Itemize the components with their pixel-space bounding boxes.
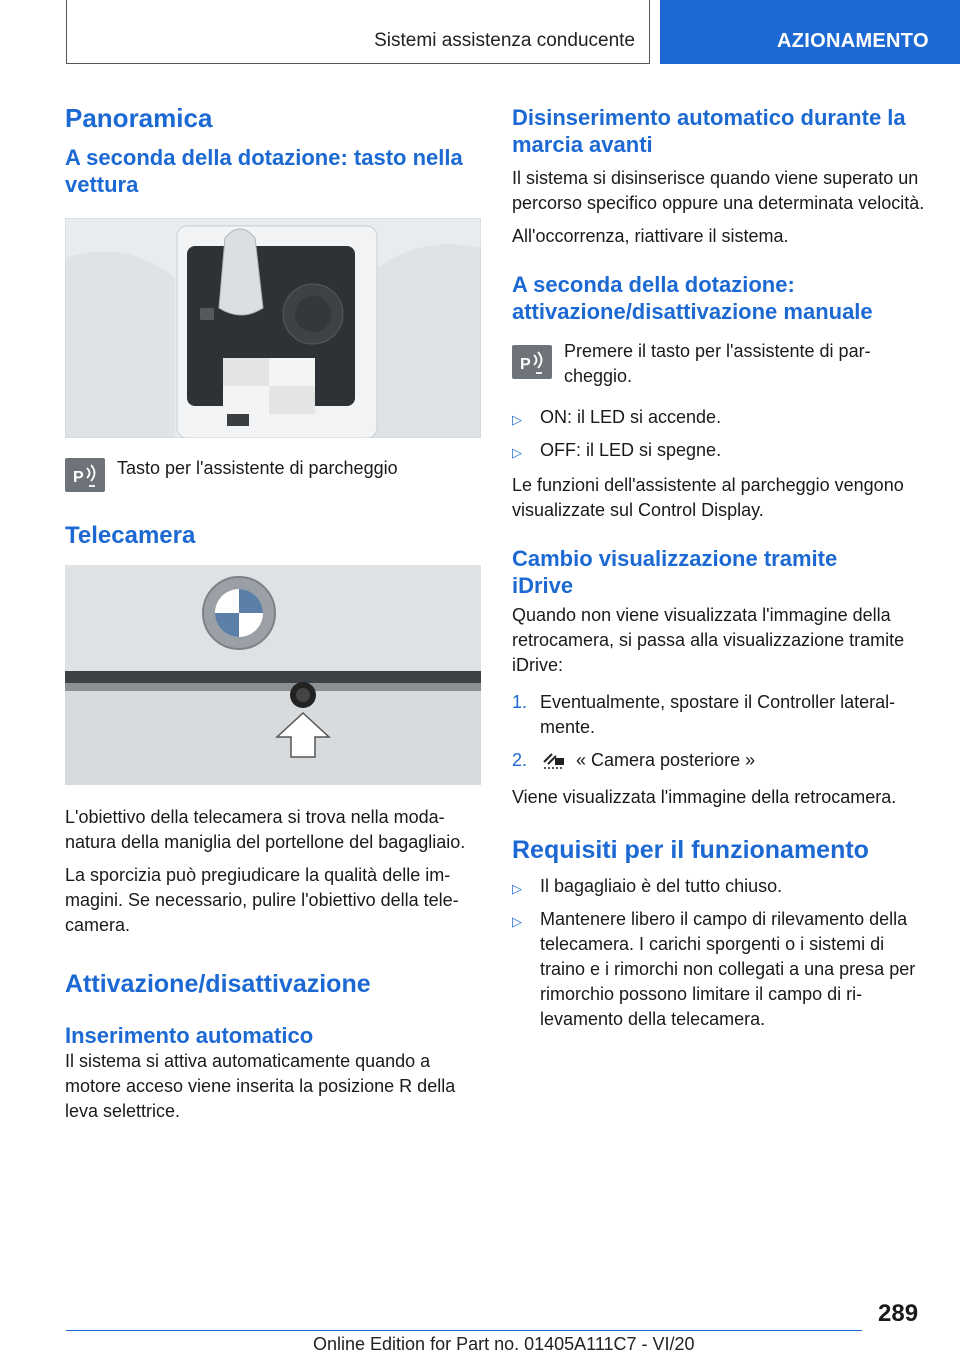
- bullet-triangle-icon: ▷: [512, 445, 522, 460]
- auto-off-paragraph-1: Il sistema si disinserisce quando viene superato un percorso specifico oppure una determinata velocità.: [512, 168, 925, 213]
- bullet-triangle-icon: ▷: [512, 881, 522, 896]
- rear-camera-icon: [540, 748, 570, 777]
- manual-instruction-row: [512, 339, 928, 389]
- step-number: 2.: [512, 750, 528, 770]
- caption-parking-button: Tasto per l'assistente di parcheggio: [117, 458, 398, 478]
- footer-divider: [66, 1330, 862, 1331]
- center-console-illustration: [65, 218, 481, 438]
- list-item: [512, 405, 928, 432]
- svg-text:P: P: [73, 469, 84, 486]
- list-item-text: Mantenere libero il campo di rilevamento della telecamera. I carichi sporgenti o i sistemi di traino e i rimorchi non collegati a una presa per rimorchio possono limitare il campo di rilevamento della telecamera.: [540, 909, 916, 1029]
- rear-camera-image: [65, 565, 481, 785]
- idrive-paragraph: Quando non viene visualizzata l'immagine della retrocamera, si passa alla visualizzazione tramite iDrive:: [512, 605, 905, 675]
- bullet-triangle-icon: ▷: [512, 412, 522, 427]
- header-chapter-tab: AZIONAMENTO: [660, 0, 960, 64]
- manual-paragraph: Premere il tasto per l'assistente di parcheggio.: [564, 341, 871, 386]
- page-number: 289: [878, 1300, 919, 1327]
- heading-manual: A seconda della dotazione: attivazione/disattivazione manuale: [512, 272, 873, 324]
- requirements-list: [512, 874, 928, 1032]
- heading-camera: Telecamera: [65, 522, 196, 549]
- idrive-paragraph-2: Viene visualizzata l'immagine della retrocamera.: [512, 787, 897, 807]
- list-item: [512, 748, 928, 777]
- page-header: [0, 0, 960, 66]
- step-text: « Camera posteriore »: [576, 750, 756, 770]
- auto-on-paragraph: Il sistema si attiva automaticamente quando a motore acceso viene inserita la posizione R della leva selettrice.: [65, 1051, 456, 1121]
- step-text: Eventualmente, spostare il Controller lateralmente.: [540, 692, 896, 737]
- header-section-box: [66, 0, 650, 64]
- heading-auto-on: Inserimento automatico: [65, 1023, 314, 1048]
- idrive-steps-list: [512, 690, 928, 777]
- heading-auto-off: Disinserimento automatico durante la marcia avanti: [512, 105, 906, 157]
- heading-requirements: Requisiti per il funzionamento: [512, 836, 869, 864]
- bullet-triangle-icon: ▷: [512, 914, 522, 929]
- manual-paragraph-2: Le funzioni dell'assistente al parcheggio vengono visualizzate sul Control Display.: [512, 475, 904, 520]
- svg-text:P: P: [520, 356, 531, 373]
- list-item-text: Il bagagliaio è del tutto chiuso.: [540, 876, 783, 896]
- header-section-title: Sistemi assistenza conducente: [374, 30, 635, 51]
- manual-bullet-list: [512, 405, 928, 465]
- center-console-image: [65, 218, 481, 438]
- camera-paragraph-1: L'obiettivo della telecamera si trova nella modanatura della maniglia del portellone del bagagliaio.: [65, 807, 466, 852]
- step-number: 1.: [512, 692, 528, 712]
- list-item: [512, 690, 928, 740]
- button-caption-row: [65, 458, 481, 492]
- footer-edition: Online Edition for Part no. 01405A111C7 - VI/20: [313, 1334, 695, 1354]
- rear-camera-illustration: [65, 565, 481, 785]
- heading-idrive: Cambio visualizzazione tramite iDrive: [512, 546, 838, 598]
- list-item: [512, 438, 928, 465]
- list-item-text: OFF: il LED si spegne.: [540, 440, 722, 460]
- auto-off-paragraph-2: All'occorrenza, riattivare il sistema.: [512, 226, 789, 246]
- parking-assistant-icon: [65, 458, 105, 492]
- list-item: [512, 874, 928, 901]
- right-column: [512, 100, 928, 1032]
- parking-assistant-icon: [512, 345, 552, 379]
- heading-overview: Panoramica: [65, 103, 213, 133]
- list-item: [512, 907, 928, 1032]
- list-item-text: ON: il LED si accende.: [540, 407, 722, 427]
- heading-button-in-vehicle: A seconda della dotazione: tasto nella vettura: [65, 145, 463, 197]
- heading-activation: Attivazione/disattivazione: [65, 970, 371, 998]
- camera-paragraph-2: La sporcizia può pregiudicare la qualità delle immagini. Se necessario, pulire l'obiettivo della telecamera.: [65, 865, 459, 935]
- left-column: [65, 100, 481, 1124]
